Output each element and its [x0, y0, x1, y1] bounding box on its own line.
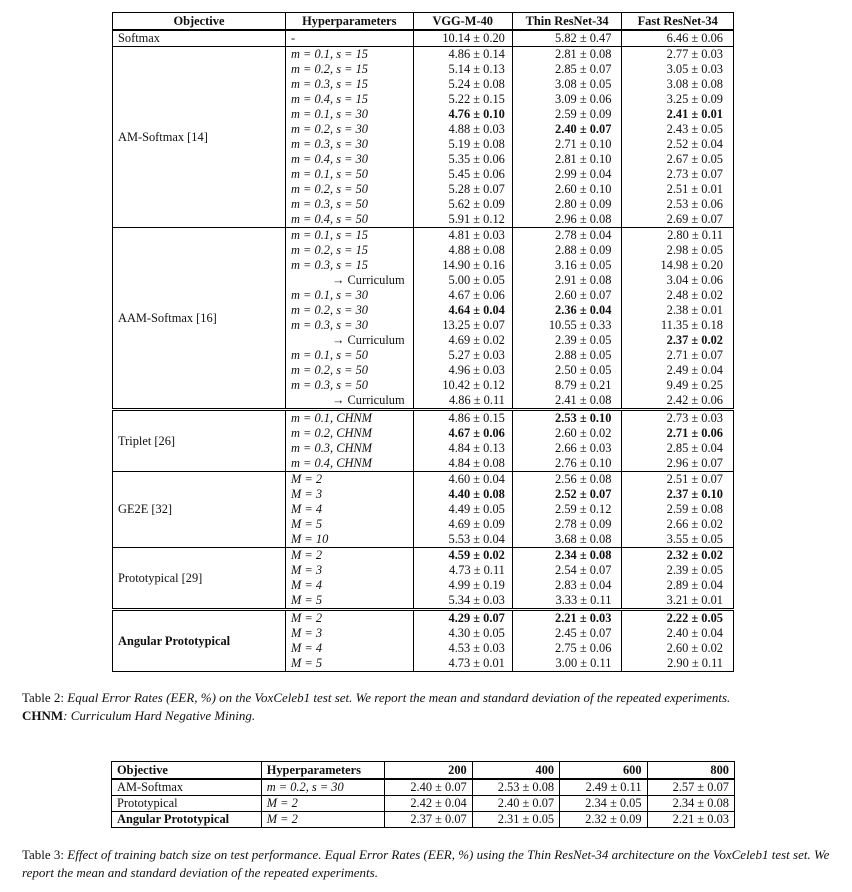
eer-cell-fast: 3.21 ± 0.01: [622, 593, 734, 610]
eer-cell-vgg: 10.14 ± 0.20: [413, 30, 512, 47]
hyperparameter-cell: m = 0.1, s = 30: [286, 288, 414, 303]
hyperparameter-cell: M = 4: [286, 641, 414, 656]
batch-size-table: [111, 761, 735, 828]
hyperparameter-cell: m = 0.2, s = 30: [261, 779, 385, 796]
eer-cell-vgg: 4.99 ± 0.19: [413, 578, 512, 593]
hyperparameter-cell: → Curriculum: [286, 393, 414, 410]
eer-cell-vgg: 13.25 ± 0.07: [413, 318, 512, 333]
hyperparameter-cell: -: [286, 30, 414, 47]
eer-cell-thin: 8.79 ± 0.21: [512, 378, 622, 393]
eer-cell-vgg: 5.28 ± 0.07: [413, 182, 512, 197]
eer-cell-thin: 3.16 ± 0.05: [512, 258, 622, 273]
eer-cell-batch-400: 2.40 ± 0.07: [472, 796, 559, 812]
eer-cell-fast: 2.59 ± 0.08: [622, 502, 734, 517]
hyperparameter-cell: M = 5: [286, 656, 414, 672]
eer-cell-thin: 3.00 ± 0.11: [512, 656, 622, 672]
col-header-thin-resnet-34: Thin ResNet-34: [512, 13, 622, 31]
eer-cell-vgg: 5.00 ± 0.05: [413, 273, 512, 288]
hyperparameter-cell: m = 0.2, s = 50: [286, 182, 414, 197]
eer-results-table: [112, 12, 734, 672]
hyperparameter-cell: m = 0.2, s = 15: [286, 243, 414, 258]
eer-cell-vgg: 5.14 ± 0.13: [413, 62, 512, 77]
eer-cell-thin: 2.75 ± 0.06: [512, 641, 622, 656]
eer-cell-batch-800: 2.21 ± 0.03: [647, 812, 734, 828]
col-header-batch-200: 200: [385, 762, 472, 780]
table2-caption-abbr: CHNM: [22, 708, 64, 723]
eer-cell-fast: 2.69 ± 0.07: [622, 212, 734, 228]
objective-cell: Softmax: [113, 30, 286, 47]
eer-cell-thin: 2.52 ± 0.07: [512, 487, 622, 502]
hyperparameter-cell: M = 4: [286, 578, 414, 593]
eer-cell-vgg: 4.67 ± 0.06: [413, 426, 512, 441]
eer-cell-fast: 2.53 ± 0.06: [622, 197, 734, 212]
eer-cell-fast: 2.48 ± 0.02: [622, 288, 734, 303]
table2-caption-label: Table 2:: [22, 690, 68, 705]
eer-cell-vgg: 4.86 ± 0.11: [413, 393, 512, 410]
hyperparameter-cell: M = 2: [286, 472, 414, 488]
eer-cell-fast: 2.38 ± 0.01: [622, 303, 734, 318]
eer-cell-vgg: 4.84 ± 0.13: [413, 441, 512, 456]
hyperparameter-cell: m = 0.4, s = 15: [286, 92, 414, 107]
eer-cell-fast: 6.46 ± 0.06: [622, 30, 734, 47]
eer-cell-thin: 2.60 ± 0.10: [512, 182, 622, 197]
col-header-batch-400: 400: [472, 762, 559, 780]
eer-cell-fast: 2.67 ± 0.05: [622, 152, 734, 167]
table-row: [113, 228, 734, 244]
eer-cell-thin: 3.08 ± 0.05: [512, 77, 622, 92]
eer-cell-thin: 2.41 ± 0.08: [512, 393, 622, 410]
objective-cell: Prototypical: [112, 796, 262, 812]
hyperparameter-cell: m = 0.4, s = 30: [286, 152, 414, 167]
table2-caption-abbr-text: : Curriculum Hard Negative Mining.: [63, 708, 256, 723]
col-header-objective: Objective: [113, 13, 286, 31]
objective-cell: AM-Softmax: [112, 779, 262, 796]
table-header-row: [112, 762, 735, 780]
hyperparameter-cell: m = 0.3, s = 15: [286, 258, 414, 273]
eer-cell-vgg: 4.76 ± 0.10: [413, 107, 512, 122]
hyperparameter-cell: m = 0.1, s = 15: [286, 228, 414, 244]
eer-cell-fast: 3.08 ± 0.08: [622, 77, 734, 92]
eer-cell-vgg: 5.53 ± 0.04: [413, 532, 512, 548]
eer-cell-batch-400: 2.31 ± 0.05: [472, 812, 559, 828]
objective-cell: AM-Softmax [14]: [113, 47, 286, 228]
eer-cell-fast: 2.22 ± 0.05: [622, 610, 734, 627]
hyperparameter-cell: m = 0.3, CHNM: [286, 441, 414, 456]
eer-cell-vgg: 4.29 ± 0.07: [413, 610, 512, 627]
eer-cell-thin: 2.80 ± 0.09: [512, 197, 622, 212]
eer-cell-vgg: 4.69 ± 0.09: [413, 517, 512, 532]
hyperparameter-cell: M = 3: [286, 563, 414, 578]
table3-caption-text: Effect of training batch size on test performance. Equal Error Rates (EER, %) using the Thin ResNet-34 architecture on the VoxCeleb1 test set. We report the mean and standard deviation of the repeated experiments.: [22, 847, 830, 880]
objective-cell: GE2E [32]: [113, 472, 286, 548]
eer-cell-fast: 2.39 ± 0.05: [622, 563, 734, 578]
hyperparameter-cell: M = 5: [286, 593, 414, 610]
hyperparameter-cell: → Curriculum: [286, 333, 414, 348]
eer-cell-fast: 9.49 ± 0.25: [622, 378, 734, 393]
objective-cell: AAM-Softmax [16]: [113, 228, 286, 410]
eer-cell-vgg: 5.62 ± 0.09: [413, 197, 512, 212]
eer-cell-thin: 2.83 ± 0.04: [512, 578, 622, 593]
eer-cell-thin: 2.36 ± 0.04: [512, 303, 622, 318]
hyperparameter-cell: M = 5: [286, 517, 414, 532]
eer-cell-vgg: 4.88 ± 0.08: [413, 243, 512, 258]
hyperparameter-cell: M = 2: [286, 610, 414, 627]
eer-cell-vgg: 5.91 ± 0.12: [413, 212, 512, 228]
eer-cell-vgg: 5.34 ± 0.03: [413, 593, 512, 610]
eer-cell-fast: 2.71 ± 0.07: [622, 348, 734, 363]
eer-cell-vgg: 4.81 ± 0.03: [413, 228, 512, 244]
eer-cell-fast: 2.43 ± 0.05: [622, 122, 734, 137]
hyperparameter-cell: m = 0.4, s = 50: [286, 212, 414, 228]
eer-cell-vgg: 4.73 ± 0.01: [413, 656, 512, 672]
eer-cell-vgg: 4.59 ± 0.02: [413, 548, 512, 564]
table-row: [113, 47, 734, 63]
eer-cell-thin: 2.59 ± 0.09: [512, 107, 622, 122]
eer-cell-thin: 2.21 ± 0.03: [512, 610, 622, 627]
eer-cell-thin: 5.82 ± 0.47: [512, 30, 622, 47]
eer-cell-thin: 10.55 ± 0.33: [512, 318, 622, 333]
eer-cell-vgg: 4.60 ± 0.04: [413, 472, 512, 488]
eer-cell-fast: 2.80 ± 0.11: [622, 228, 734, 244]
hyperparameter-cell: m = 0.2, CHNM: [286, 426, 414, 441]
eer-cell-batch-600: 2.32 ± 0.09: [560, 812, 647, 828]
eer-cell-batch-200: 2.40 ± 0.07: [385, 779, 472, 796]
col-header-vgg-m-40: VGG-M-40: [413, 13, 512, 31]
table-header-row: [113, 13, 734, 31]
eer-cell-batch-600: 2.49 ± 0.11: [560, 779, 647, 796]
eer-cell-thin: 2.60 ± 0.07: [512, 288, 622, 303]
table2-caption-text: Equal Error Rates (EER, %) on the VoxCeleb1 test set. We report the mean and standard deviation of the repeated experiments.: [67, 690, 731, 705]
table-row: [113, 472, 734, 488]
eer-cell-batch-400: 2.53 ± 0.08: [472, 779, 559, 796]
hyperparameter-cell: m = 0.1, s = 15: [286, 47, 414, 63]
hyperparameter-cell: m = 0.2, s = 50: [286, 363, 414, 378]
eer-cell-vgg: 4.96 ± 0.03: [413, 363, 512, 378]
eer-cell-fast: 3.05 ± 0.03: [622, 62, 734, 77]
eer-cell-thin: 2.78 ± 0.09: [512, 517, 622, 532]
eer-cell-vgg: 5.27 ± 0.03: [413, 348, 512, 363]
eer-cell-vgg: 10.42 ± 0.12: [413, 378, 512, 393]
eer-cell-fast: 2.32 ± 0.02: [622, 548, 734, 564]
hyperparameter-cell: M = 2: [286, 548, 414, 564]
hyperparameter-cell: m = 0.1, s = 30: [286, 107, 414, 122]
eer-cell-fast: 2.37 ± 0.02: [622, 333, 734, 348]
hyperparameter-cell: m = 0.1, s = 50: [286, 167, 414, 182]
eer-cell-thin: 2.50 ± 0.05: [512, 363, 622, 378]
eer-cell-fast: 2.42 ± 0.06: [622, 393, 734, 410]
eer-cell-batch-200: 2.37 ± 0.07: [385, 812, 472, 828]
eer-cell-batch-800: 2.57 ± 0.07: [647, 779, 734, 796]
hyperparameter-cell: m = 0.3, s = 50: [286, 378, 414, 393]
hyperparameter-cell: M = 10: [286, 532, 414, 548]
eer-cell-thin: 2.56 ± 0.08: [512, 472, 622, 488]
eer-cell-fast: 2.85 ± 0.04: [622, 441, 734, 456]
eer-cell-thin: 2.76 ± 0.10: [512, 456, 622, 472]
table3-caption: [22, 846, 832, 882]
eer-cell-thin: 2.66 ± 0.03: [512, 441, 622, 456]
hyperparameter-cell: m = 0.1, s = 50: [286, 348, 414, 363]
hyperparameter-cell: m = 0.3, s = 30: [286, 137, 414, 152]
eer-cell-thin: 2.45 ± 0.07: [512, 626, 622, 641]
eer-cell-fast: 2.60 ± 0.02: [622, 641, 734, 656]
eer-cell-thin: 2.88 ± 0.05: [512, 348, 622, 363]
eer-cell-fast: 2.40 ± 0.04: [622, 626, 734, 641]
eer-cell-fast: 2.37 ± 0.10: [622, 487, 734, 502]
objective-cell: Triplet [26]: [113, 410, 286, 472]
table3-caption-label: Table 3:: [22, 847, 68, 862]
eer-cell-thin: 2.88 ± 0.09: [512, 243, 622, 258]
eer-cell-vgg: 4.64 ± 0.04: [413, 303, 512, 318]
eer-cell-batch-600: 2.34 ± 0.05: [560, 796, 647, 812]
eer-cell-thin: 2.34 ± 0.08: [512, 548, 622, 564]
eer-cell-thin: 2.96 ± 0.08: [512, 212, 622, 228]
eer-cell-fast: 2.51 ± 0.07: [622, 472, 734, 488]
eer-cell-fast: 2.89 ± 0.04: [622, 578, 734, 593]
eer-cell-thin: 2.71 ± 0.10: [512, 137, 622, 152]
eer-cell-fast: 2.66 ± 0.02: [622, 517, 734, 532]
eer-cell-fast: 2.73 ± 0.03: [622, 410, 734, 427]
eer-cell-thin: 3.68 ± 0.08: [512, 532, 622, 548]
eer-cell-thin: 2.81 ± 0.08: [512, 47, 622, 63]
eer-cell-vgg: 5.19 ± 0.08: [413, 137, 512, 152]
eer-cell-vgg: 5.45 ± 0.06: [413, 167, 512, 182]
eer-cell-fast: 2.71 ± 0.06: [622, 426, 734, 441]
table-row: [112, 812, 735, 828]
eer-results-body: [113, 30, 734, 672]
eer-cell-fast: 3.04 ± 0.06: [622, 273, 734, 288]
eer-cell-fast: 2.52 ± 0.04: [622, 137, 734, 152]
eer-cell-vgg: 5.24 ± 0.08: [413, 77, 512, 92]
eer-cell-thin: 2.85 ± 0.07: [512, 62, 622, 77]
eer-cell-vgg: 4.84 ± 0.08: [413, 456, 512, 472]
eer-cell-vgg: 4.67 ± 0.06: [413, 288, 512, 303]
eer-cell-vgg: 4.49 ± 0.05: [413, 502, 512, 517]
eer-cell-fast: 2.49 ± 0.04: [622, 363, 734, 378]
eer-cell-thin: 2.40 ± 0.07: [512, 122, 622, 137]
table2-caption: [22, 689, 832, 725]
eer-cell-vgg: 4.86 ± 0.15: [413, 410, 512, 427]
eer-cell-fast: 2.77 ± 0.03: [622, 47, 734, 63]
hyperparameter-cell: m = 0.3, s = 50: [286, 197, 414, 212]
eer-cell-fast: 2.90 ± 0.11: [622, 656, 734, 672]
eer-cell-fast: 3.55 ± 0.05: [622, 532, 734, 548]
eer-cell-vgg: 4.53 ± 0.03: [413, 641, 512, 656]
eer-cell-fast: 2.98 ± 0.05: [622, 243, 734, 258]
eer-cell-vgg: 4.88 ± 0.03: [413, 122, 512, 137]
table-row: [112, 779, 735, 796]
eer-cell-thin: 2.53 ± 0.10: [512, 410, 622, 427]
objective-cell: Angular Prototypical: [112, 812, 262, 828]
eer-cell-thin: 3.09 ± 0.06: [512, 92, 622, 107]
eer-cell-vgg: 4.73 ± 0.11: [413, 563, 512, 578]
eer-cell-fast: 2.51 ± 0.01: [622, 182, 734, 197]
col-header-batch-600: 600: [560, 762, 647, 780]
objective-cell: Prototypical [29]: [113, 548, 286, 610]
hyperparameter-cell: m = 0.2, s = 30: [286, 303, 414, 318]
eer-cell-vgg: 4.30 ± 0.05: [413, 626, 512, 641]
batch-size-body: [112, 779, 735, 828]
eer-cell-thin: 2.59 ± 0.12: [512, 502, 622, 517]
eer-cell-vgg: 4.69 ± 0.02: [413, 333, 512, 348]
eer-cell-thin: 3.33 ± 0.11: [512, 593, 622, 610]
hyperparameter-cell: M = 3: [286, 626, 414, 641]
eer-cell-vgg: 14.90 ± 0.16: [413, 258, 512, 273]
hyperparameter-cell: M = 3: [286, 487, 414, 502]
col-header-objective: Objective: [112, 762, 262, 780]
hyperparameter-cell: M = 4: [286, 502, 414, 517]
table-row: [113, 610, 734, 627]
eer-cell-thin: 2.60 ± 0.02: [512, 426, 622, 441]
hyperparameter-cell: M = 2: [261, 812, 385, 828]
eer-cell-vgg: 4.86 ± 0.14: [413, 47, 512, 63]
eer-cell-fast: 11.35 ± 0.18: [622, 318, 734, 333]
table-row: [112, 796, 735, 812]
eer-cell-thin: 2.39 ± 0.05: [512, 333, 622, 348]
table-row: [113, 410, 734, 427]
eer-cell-vgg: 5.35 ± 0.06: [413, 152, 512, 167]
eer-cell-batch-800: 2.34 ± 0.08: [647, 796, 734, 812]
hyperparameter-cell: m = 0.3, s = 30: [286, 318, 414, 333]
eer-cell-batch-200: 2.42 ± 0.04: [385, 796, 472, 812]
eer-cell-vgg: 5.22 ± 0.15: [413, 92, 512, 107]
hyperparameter-cell: → Curriculum: [286, 273, 414, 288]
hyperparameter-cell: M = 2: [261, 796, 385, 812]
col-header-batch-800: 800: [647, 762, 734, 780]
hyperparameter-cell: m = 0.3, s = 15: [286, 77, 414, 92]
eer-cell-thin: 2.78 ± 0.04: [512, 228, 622, 244]
table-row: [113, 30, 734, 47]
eer-cell-fast: 2.41 ± 0.01: [622, 107, 734, 122]
hyperparameter-cell: m = 0.1, CHNM: [286, 410, 414, 427]
eer-cell-thin: 2.54 ± 0.07: [512, 563, 622, 578]
eer-cell-fast: 2.96 ± 0.07: [622, 456, 734, 472]
col-header-hyperparameters: Hyperparameters: [261, 762, 385, 780]
eer-cell-thin: 2.91 ± 0.08: [512, 273, 622, 288]
hyperparameter-cell: m = 0.2, s = 15: [286, 62, 414, 77]
eer-cell-thin: 2.99 ± 0.04: [512, 167, 622, 182]
hyperparameter-cell: m = 0.4, CHNM: [286, 456, 414, 472]
col-header-hyperparameters: Hyperparameters: [286, 13, 414, 31]
hyperparameter-cell: m = 0.2, s = 30: [286, 122, 414, 137]
col-header-fast-resnet-34: Fast ResNet-34: [622, 13, 734, 31]
eer-cell-fast: 3.25 ± 0.09: [622, 92, 734, 107]
objective-cell: Angular Prototypical: [113, 610, 286, 672]
eer-cell-fast: 14.98 ± 0.20: [622, 258, 734, 273]
eer-cell-vgg: 4.40 ± 0.08: [413, 487, 512, 502]
table-row: [113, 548, 734, 564]
eer-cell-thin: 2.81 ± 0.10: [512, 152, 622, 167]
eer-cell-fast: 2.73 ± 0.07: [622, 167, 734, 182]
